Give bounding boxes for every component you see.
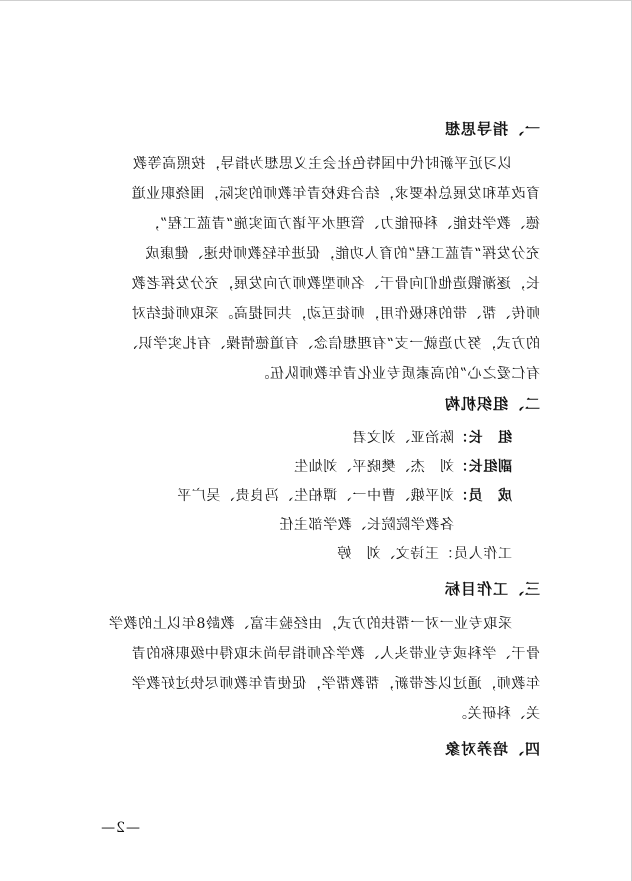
paragraph-line: 育改革和发展总体要求，结合我校青年教师的实际，围绕职业道 [131, 186, 540, 202]
page-number: —2— [100, 820, 140, 836]
org-deputy-row [92, 453, 540, 482]
paragraph-line: 充分发挥“青蓝工程”的育人功能，促进年轻教师快速、健康成 [144, 246, 540, 262]
org-leader-row [92, 424, 540, 453]
paragraph-line: 有仁爱之心”的高素质专业化青年教师队伍。 [254, 366, 540, 382]
section-heading-3: 三、工作目标 [443, 580, 540, 598]
org-leader-label: 组 长： [453, 430, 512, 446]
org-staff-row [92, 540, 540, 569]
org-staff: 工作人员：王诗文、刘 婷 [336, 546, 512, 562]
section-3-paragraph [92, 609, 540, 729]
paragraph-line: 以习近平新时代中国特色社会主义思想为指导，按照高等教 [132, 156, 512, 172]
org-member-value-2: 各教学院院长、教学部主任 [278, 517, 454, 533]
org-leader-value: 陈治亚、刘文君 [351, 430, 454, 446]
org-deputy-value: 刘 杰、樊晓平、刘灿生 [293, 459, 454, 475]
org-member-row-2 [92, 511, 540, 540]
paragraph-line: 关、科研关。 [452, 706, 540, 722]
paragraph-line: 采取专业一对一帮扶的方式，由经验丰富、教龄8年以上的教学 [108, 616, 512, 632]
paragraph-line: 师传、帮、带的积极作用，师徒互动，共同提高。采取师徒结对 [131, 306, 540, 322]
paragraph-line: 的方式，努力造就一支“有理想信念、有道德情操、有扎实学识、 [123, 336, 540, 352]
section-heading-2: 二、组织机构 [443, 395, 540, 413]
paragraph-line: 骨干、学科或专业带头人、教学名师指导尚未取得中级职称的青 [131, 646, 540, 662]
section-1-paragraph [92, 149, 540, 389]
org-deputy-label: 副组长： [453, 459, 512, 475]
org-member-value: 刘平娥、曹中一、谭柏生、冯良贵、吴广平 [176, 488, 454, 504]
paragraph-line: 长，逐渐锻造他们向骨干、名师型教师方向发展，充分发挥老教 [131, 276, 540, 292]
org-member-label: 成 员： [453, 488, 512, 504]
page-top-border [0, 0, 632, 1]
org-member-row [92, 482, 540, 511]
section-heading-1: 一、指导思想 [443, 120, 540, 138]
paragraph-line: 年教师，通过以老带新，帮教帮学，促使青年教师尽快过好教学 [131, 676, 540, 692]
document-body [92, 114, 540, 764]
section-heading-4: 四、培养对象 [443, 740, 540, 758]
paragraph-line: 德、教学技能、科研能力、管理水平诸方面实施“青蓝工程”， [144, 216, 540, 232]
